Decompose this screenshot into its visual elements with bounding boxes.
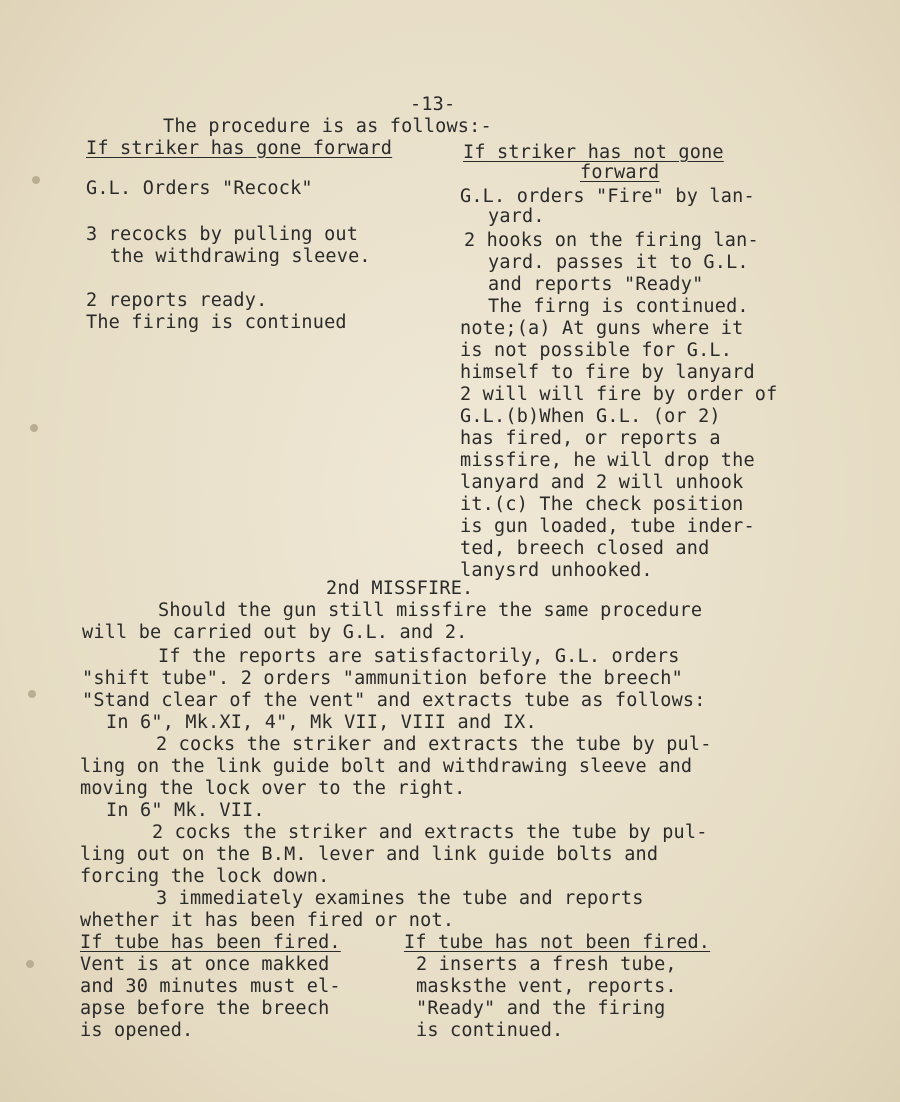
right-line: and reports "Ready" — [488, 274, 704, 295]
punch-hole-mark — [28, 690, 36, 698]
bottom-left-line: is opened. — [80, 1020, 194, 1041]
right-line: G.L.(b)When G.L. (or 2) — [460, 406, 721, 427]
right-line: The firng is continued. — [488, 296, 749, 317]
body-line: forcing the lock down. — [80, 866, 330, 887]
body-line: ling on the link guide bolt and withdrawing sleeve and — [80, 756, 693, 777]
right-line: 2 hooks on the firing lan- — [464, 230, 759, 251]
body-line: In 6", Mk.XI, 4", Mk VII, VIII and IX. — [106, 712, 537, 733]
bottom-left-line: apse before the breech — [80, 998, 330, 1019]
bottom-left-line: and 30 minutes must el- — [80, 976, 341, 997]
right-line: himself to fire by lanyard — [460, 362, 755, 383]
right-column-heading: If striker has not gone — [463, 142, 724, 163]
left-column-heading: If striker has gone forward — [86, 138, 393, 159]
right-line: yard. — [488, 206, 545, 227]
body-line: whether it has been fired or not. — [80, 910, 455, 931]
body-line: 3 immediately examines the tube and reports — [156, 888, 644, 909]
right-line: missfire, he will drop the — [460, 450, 755, 471]
punch-hole-mark — [30, 424, 38, 432]
bottom-right-line: 2 inserts a fresh tube, — [416, 954, 677, 975]
left-line: 3 recocks by pulling out — [86, 224, 359, 245]
right-line: lanysrd unhooked. — [460, 560, 653, 581]
body-line: ling out on the B.M. lever and link guide bolts and — [80, 844, 659, 865]
bottom-right-line: is continued. — [416, 1020, 564, 1041]
bottom-right-heading: If tube has not been fired. — [404, 932, 711, 953]
page-number: -13- — [410, 94, 456, 115]
body-line: 2 cocks the striker and extracts the tube by pul- — [156, 734, 712, 755]
left-line: The firing is continued — [86, 312, 347, 333]
body-line: If the reports are satisfactorily, G.L. orders — [158, 646, 680, 667]
body-line: "Stand clear of the vent" and extracts tube as follows: — [82, 690, 706, 711]
right-line: it.(c) The check position — [460, 494, 744, 515]
bottom-right-line: "Ready" and the firing — [416, 998, 666, 1019]
bottom-left-line: Vent is at once makked — [80, 954, 330, 975]
punch-hole-mark — [32, 176, 40, 184]
right-line: note;(a) At guns where it — [460, 318, 744, 339]
right-line: G.L. orders "Fire" by lan- — [460, 186, 755, 207]
right-line: is not possible for G.L. — [460, 340, 733, 361]
body-line: In 6" Mk. VII. — [106, 800, 265, 821]
left-line: 2 reports ready. — [86, 290, 268, 311]
section-title: 2nd MISSFIRE. — [326, 578, 474, 599]
body-line: "shift tube". 2 orders "ammunition before the breech" — [82, 668, 683, 689]
right-line: yard. passes it to G.L. — [488, 252, 749, 273]
bottom-right-line: masksthe vent, reports. — [416, 976, 677, 997]
right-line: ted, breech closed and — [460, 538, 710, 559]
left-line: the withdrawing sleeve. — [110, 246, 371, 267]
body-line: 2 cocks the striker and extracts the tube by pul- — [152, 822, 708, 843]
right-column-heading-cont: forward — [580, 162, 660, 183]
right-line: is gun loaded, tube inder- — [460, 516, 755, 537]
bottom-left-heading: If tube has been fired. — [80, 932, 341, 953]
right-line: has fired, or reports a — [460, 428, 721, 449]
right-line: 2 will will fire by order of — [460, 384, 778, 405]
body-line: will be carried out by G.L. and 2. — [82, 622, 468, 643]
right-line: lanyard and 2 will unhook — [460, 472, 744, 493]
body-line: moving the lock over to the right. — [80, 778, 466, 799]
body-line: Should the gun still missfire the same procedure — [158, 600, 703, 621]
left-line: G.L. Orders "Recock" — [86, 178, 313, 199]
intro-line: The procedure is as follows:- — [163, 116, 492, 137]
punch-hole-mark — [26, 960, 34, 968]
